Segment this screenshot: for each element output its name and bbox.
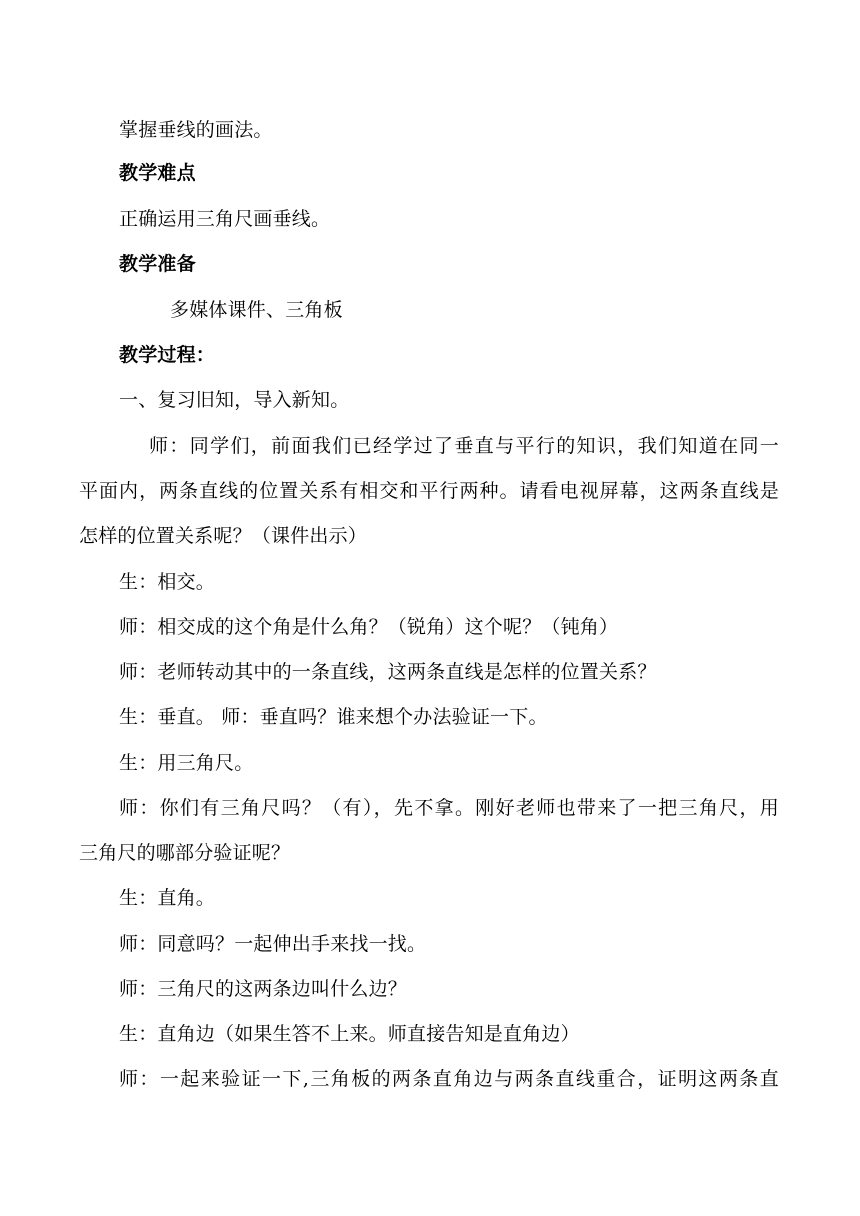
paragraph-line-1: 师：同学们，前面我们已经学过了垂直与平行的知识，我们知道在同一 [149,435,779,457]
section-heading-1: 一、复习旧知，导入新知。 [119,389,350,411]
paragraph-line-3: 怎样的位置关系呢？（课件出示） [79,525,368,547]
text-line-3: 正确运用三角尺画垂线。 [119,208,331,230]
dialogue-line-5: 生：用三角尺。 [119,752,254,774]
dialogue-line-10: 师：三角尺的这两条边叫什么边？ [119,978,408,1000]
dialogue-line-8: 生：直角。 [119,887,216,909]
paragraph-line-2: 平面内，两条直线的位置关系有相交和平行两种。请看电视屏幕，这两条直线是 [79,480,779,502]
dialogue-line-12: 师：一起来验证一下,三角板的两条直角边与两条直线重合，证明这两条直 [119,1068,779,1090]
dialogue-line-11: 生：直角边（如果生答不上来。师直接告知是直角边） [119,1023,580,1045]
dialogue-line-2: 师：相交成的这个角是什么角？（锐角）这个呢？（钝角） [119,616,619,638]
dialogue-line-6: 师：你们有三角尺吗？（有），先不拿。刚好老师也带来了一把三角尺，用 [119,797,779,819]
dialogue-line-9: 师：同意吗？一起伸出手来找一找。 [119,933,427,955]
text-line-1: 掌握垂线的画法。 [119,119,273,141]
heading-teaching-process: 教学过程： [119,344,216,366]
dialogue-line-7: 三角尺的哪部分验证呢？ [79,842,291,864]
dialogue-line-3: 师：老师转动其中的一条直线，这两条直线是怎样的位置关系？ [119,661,657,683]
dialogue-line-4: 生：垂直。 师：垂直吗？谁来想个办法验证一下。 [119,706,548,728]
heading-teaching-difficulty: 教学难点 [119,162,196,184]
text-line-5: 多媒体课件、三角板 [170,299,343,321]
heading-teaching-preparation: 教学准备 [119,253,196,275]
dialogue-line-1: 生：相交。 [119,571,216,593]
